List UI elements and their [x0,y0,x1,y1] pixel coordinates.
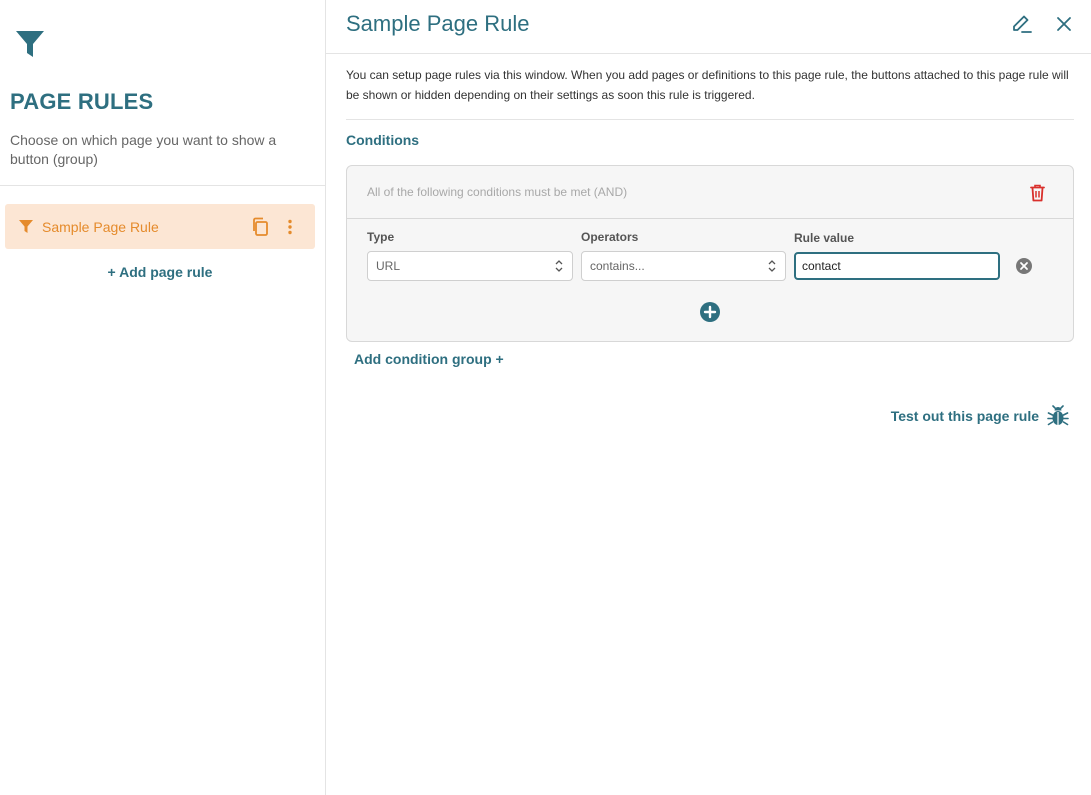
funnel-icon [19,220,33,233]
bug-icon [1047,405,1069,427]
trash-icon [1030,184,1045,202]
delete-group-button[interactable] [1027,183,1047,203]
type-select[interactable] [367,251,573,281]
add-condition-group-button[interactable]: Add condition group + [354,351,504,367]
chevron-updown-icon [554,259,564,273]
edit-icon [1011,14,1033,34]
sidebar-description: Choose on which page you want to show a button (group) [10,132,277,167]
page-title: Sample Page Rule [346,11,530,36]
type-label: Type [367,230,395,244]
chevron-updown-icon [767,259,777,273]
conditions-title: Conditions [346,132,420,148]
intro-text: You can setup page rules via this window. When you add pages or definitions to this page rule, the buttons attached to this page rule will be shown or hidden depending on their settings as soon this rule is triggered. [346,68,1069,102]
edit-button[interactable] [1010,12,1034,36]
panel-header [326,0,1091,54]
copy-icon[interactable] [249,216,271,238]
sidebar [0,0,326,795]
page-rule-label: Sample Page Rule [42,218,159,235]
sidebar-title: PAGE RULES [10,89,154,114]
divider [346,119,1074,120]
close-button[interactable] [1052,12,1076,36]
sidebar-header [0,0,325,186]
funnel-icon [15,30,45,58]
operator-select-value: contains... [590,259,645,273]
main-panel [326,0,1091,795]
type-select-value: URL [376,259,401,273]
close-icon [1056,16,1072,32]
remove-circle-icon[interactable] [1015,257,1033,275]
condition-group [346,165,1074,342]
test-page-rule-button[interactable] [891,405,1069,427]
condition-group-description: All of the following conditions must be met (AND) [367,185,628,199]
rule-value-label: Rule value [794,231,855,245]
more-vertical-icon[interactable] [279,216,301,238]
operators-label: Operators [581,230,639,244]
test-page-rule-label: Test out this page rule [890,408,1039,424]
condition-group-header [347,166,1073,219]
add-circle-icon[interactable] [699,301,721,323]
page-rule-item[interactable] [5,204,315,249]
operator-select[interactable] [581,251,786,281]
add-page-rule-button[interactable]: + Add page rule [107,264,213,280]
rule-value-input[interactable] [794,252,1000,280]
